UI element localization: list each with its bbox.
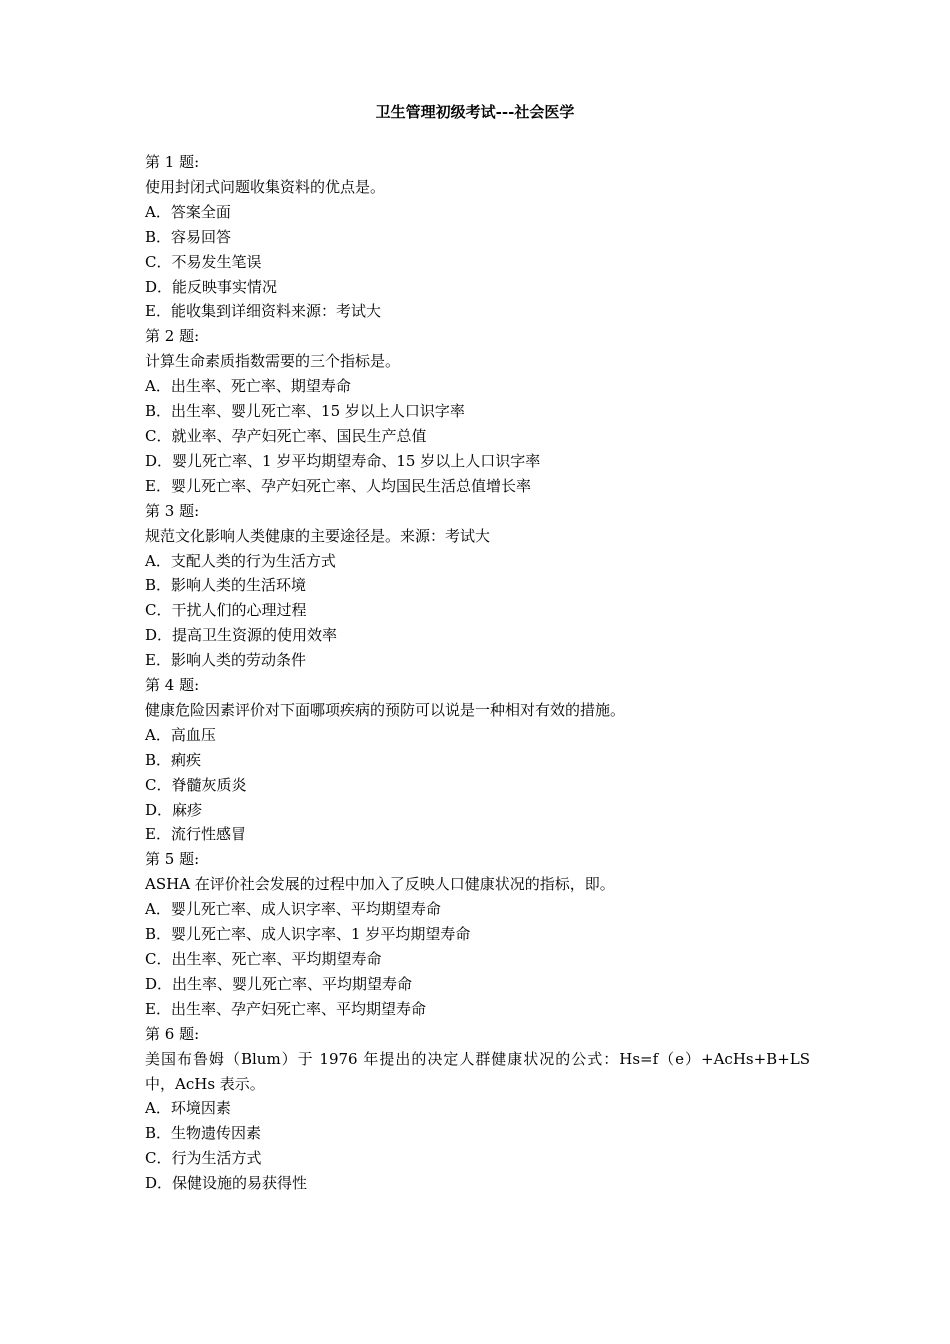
option-c: C．不易发生笔误	[145, 252, 262, 271]
question-5	[145, 847, 810, 1021]
question-stem: 美国布鲁姆（Blum）于 1976 年提出的决定人群健康状况的公式：Hs=f（e）+AcHs+B+LS 中，AcHs 表示。	[145, 1049, 810, 1093]
option-d: D．婴儿死亡率、1 岁平均期望寿命、15 岁以上人口识字率	[145, 451, 541, 470]
question-6	[145, 1022, 810, 1196]
option-c: C．出生率、死亡率、平均期望寿命	[145, 950, 382, 968]
option-d: D．麻疹	[145, 800, 203, 819]
option-a: A．支配人类的行为生活方式	[145, 551, 336, 570]
question-heading: 第 5 题:	[145, 850, 200, 869]
question-stem: 计算生命素质指数需要的三个指标是。	[145, 352, 401, 371]
question-3	[145, 499, 810, 673]
option-b: B．出生率、婴儿死亡率、15 岁以上人口识字率	[145, 402, 465, 421]
option-c: C．干扰人们的心理过程	[145, 601, 307, 620]
question-stem: 规范文化影响人类健康的主要途径是。来源：考试大	[145, 526, 491, 545]
document-body	[145, 150, 810, 1196]
option-b: B．容易回答	[145, 227, 232, 246]
option-a: A．婴儿死亡率、成人识字率、平均期望寿命	[145, 900, 441, 919]
option-e: E．影响人类的劳动条件	[145, 651, 306, 670]
option-d: D．能反映事实情况	[145, 277, 278, 296]
question-heading: 第 1 题:	[145, 153, 200, 171]
question-heading: 第 6 题:	[145, 1024, 200, 1043]
option-e: E．婴儿死亡率、孕产妇死亡率、人均国民生活总值增长率	[145, 476, 531, 495]
option-c: C．脊髓灰质炎	[145, 775, 247, 794]
option-c: C．就业率、孕产妇死亡率、国民生产总值	[145, 426, 427, 445]
question-1	[145, 150, 810, 324]
option-e: E．出生率、孕产妇死亡率、平均期望寿命	[145, 999, 426, 1018]
option-a: A．高血压	[145, 725, 216, 744]
question-stem: 健康危险因素评价对下面哪项疾病的预防可以说是一种相对有效的措施。	[145, 700, 626, 719]
option-a: A．环境因素	[145, 1099, 231, 1118]
option-b: B．痢疾	[145, 750, 202, 769]
option-c: C．行为生活方式	[145, 1149, 262, 1168]
option-b: B．生物遗传因素	[145, 1124, 262, 1143]
option-e: E．流行性感冒	[145, 825, 246, 844]
option-d: D．提高卫生资源的使用效率	[145, 626, 338, 645]
question-stem: 使用封闭式问题收集资料的优点是。	[145, 177, 386, 196]
option-b: B．婴儿死亡率、成人识字率、1 岁平均期望寿命	[145, 925, 471, 944]
question-2	[145, 324, 810, 498]
question-heading: 第 2 题:	[145, 327, 200, 346]
option-a: A．答案全面	[145, 202, 231, 221]
question-4	[145, 673, 810, 847]
question-stem: ASHA 在评价社会发展的过程中加入了反映人口健康状况的指标，即。	[145, 875, 615, 894]
document-title: 卫生管理初级考试---社会医学	[375, 103, 575, 121]
option-b: B．影响人类的生活环境	[145, 576, 307, 595]
option-d: D．出生率、婴儿死亡率、平均期望寿命	[145, 974, 413, 993]
option-a: A．出生率、死亡率、期望寿命	[145, 377, 351, 396]
question-heading: 第 3 题:	[145, 501, 200, 520]
option-e: E．能收集到详细资料来源：考试大	[145, 302, 381, 321]
question-heading: 第 4 题:	[145, 676, 200, 695]
option-d: D．保健设施的易获得性	[145, 1174, 308, 1193]
